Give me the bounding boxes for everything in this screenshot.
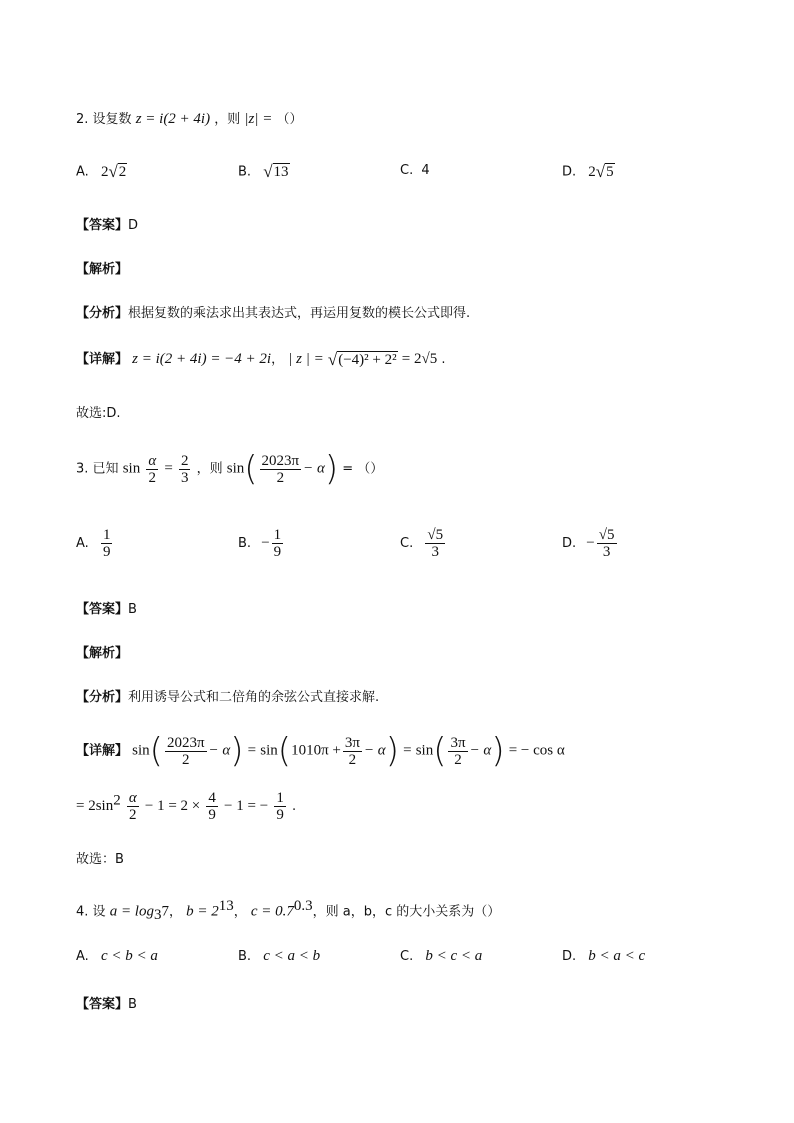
sqrt-symbol: √ 13 [263, 162, 289, 181]
q2-option-b: B. √ 13 [238, 162, 289, 181]
q4-option-b: B. c < a < b [238, 948, 321, 964]
right-paren: ) [324, 449, 339, 489]
q3-analysis: 【分析】利用诱导公式和二倍角的余弦公式直接求解. [76, 690, 380, 705]
q3-stem: 3. 已知 sin $\frac{\alpha}{2}$ = $\frac{2}{3}$ ，则 sin( $\frac{2023\pi}{2}$ − α) = （） [76, 449, 384, 489]
q3-option-b: B. − $\frac{1}{9}$ [238, 527, 282, 560]
q3-jiexi-heading: 【解析】 [76, 646, 129, 661]
left-paren: ( [244, 449, 258, 489]
q3-conclusion: 故选：B [76, 852, 124, 867]
q2-option-c: C. 4 [400, 163, 430, 178]
q4-option-c: C. b < c < a [400, 948, 483, 964]
q2-stem-expression: z = i(2 + 4i) [135, 111, 211, 127]
q2-analysis: 【分析】根据复数的乘法求出其表达式，再运用复数的模长公式即得. [76, 306, 471, 321]
q3-option-a: A. $\frac{1}{9}$ [76, 527, 111, 560]
q3-detail-line1: 【详解】 sin( $\frac{2023\pi}{2}$ − α) = sin(1010π + $\frac{3\pi}{2}$ − α) = sin( $\frac{3\pi}{2}$ − α) = − cos α [76, 731, 565, 771]
q2-stem-abs: |z| = [244, 111, 273, 127]
q2-option-a: A. 2 √ 2 [76, 162, 127, 181]
sqrt-symbol: √ 5 [595, 162, 614, 181]
q3-detail-line2: = $2\sin^2$ $\frac{\alpha}{2}$ − 1 = 2 × $\frac{4}{9}$ − 1 = − $\frac{1}{9}$ . [76, 790, 297, 823]
q4-option-d: D. b < a < c [562, 948, 646, 964]
q4-stem: 4. 设 $a = \log_37$， $b = 2^{13}$， $c = 0.7^{0.3}$，则 a，b，c 的大小关系为（） [76, 898, 501, 923]
q4-option-a: A. c < b < a [76, 948, 158, 964]
q4-answer: 【答案】B [76, 997, 137, 1012]
q2-answer: 【答案】D [76, 218, 139, 233]
sqrt-symbol: √ 2 [108, 162, 127, 181]
q3-option-c: C. $\frac{√5}{3}$ [400, 527, 444, 560]
q2-jiexi-heading: 【解析】 [76, 262, 129, 277]
q2-option-d: D. 2 √ 5 [562, 162, 614, 181]
q2-detail: 【详解】 z = i(2 + 4i) = −4 + 2i， | z | = √ (−4)² + 2² = 2√5 . [76, 349, 446, 369]
sqrt-symbol: √ (−4)² + 2² [327, 349, 397, 369]
q2-conclusion: 故选:D. [76, 406, 121, 421]
q3-option-d: D. − $\frac{√5}{3}$ [562, 527, 615, 560]
q3-answer: 【答案】B [76, 602, 137, 617]
q2-stem: 2. 设复数 z = i(2 + 4i) ，则 |z| = （） [76, 111, 303, 127]
